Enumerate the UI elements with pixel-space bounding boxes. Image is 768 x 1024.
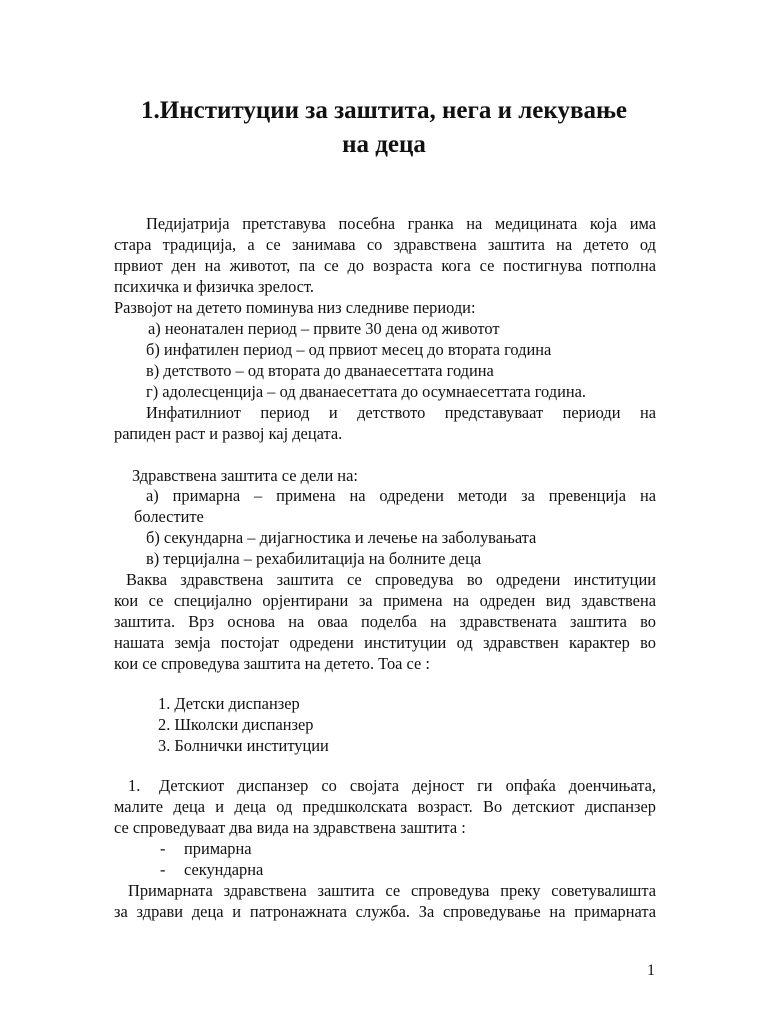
period-item-b: б) инфатилен период – од првиот месец до втората година bbox=[146, 340, 552, 359]
paragraph-5-line-3: заштита. Врз основа на оваа поделба на здравствената заштита во bbox=[114, 612, 656, 631]
paragraph-1-line-2: стара традиција, а се занимава со здравствена заштита на детето од bbox=[114, 235, 656, 254]
protection-item-v: в) терцијална – рехабилитација на болните деца bbox=[146, 549, 482, 568]
bullet-item-1: примарна bbox=[184, 839, 252, 858]
protection-item-a-line-2: болестите bbox=[134, 507, 204, 526]
period-item-a: а) неонатален период – првите 30 дена од животот bbox=[148, 319, 500, 338]
paragraph-1-line-3: првиот ден на животот, па се до возраста кога се постигнува потполна bbox=[114, 256, 656, 275]
paragraph-3-line-1: Инфатилниот период и детството представуваат периоди на bbox=[146, 403, 656, 422]
paragraph-5-line-5: кои се спроведува заштита на детето. Тоа се : bbox=[114, 654, 430, 673]
paragraph-4: Здравствена заштита се дели на: bbox=[132, 466, 358, 485]
page-title-line-2: на деца bbox=[342, 131, 426, 158]
paragraph-5-line-1: Ваква здравствена заштита се спроведува во одредени институции bbox=[126, 570, 656, 589]
institution-item-2: 2. Школски диспанзер bbox=[158, 715, 314, 734]
page-title-line-1: 1.Институции за заштита, нега и лекување bbox=[141, 97, 627, 124]
page-number: 1 bbox=[647, 962, 655, 979]
paragraph-7-line-2: за здрави деца и патронажната служба. За спроведување на примарната bbox=[114, 902, 656, 921]
bullet-item-2: секундарна bbox=[184, 860, 264, 879]
paragraph-1-line-1: Педијатрија претставува посебна гранка на медицината која има bbox=[146, 214, 656, 233]
paragraph-1-line-4: психичка и физичка зрелост. bbox=[114, 277, 314, 296]
protection-item-a-line-1: а) примарна – примена на одредени методи за превенција на bbox=[146, 486, 656, 505]
period-item-v: в) детството – од втората до дванаесеттата година bbox=[146, 361, 494, 380]
period-item-g: г) адолесценција – од дванаесеттата до осумнаесеттата година. bbox=[146, 382, 587, 401]
paragraph-3-line-2: рапиден раст и развој кај децата. bbox=[114, 424, 343, 443]
bullet-dash-2: - bbox=[160, 860, 166, 879]
institution-item-3: 3. Болнички институции bbox=[158, 736, 329, 755]
paragraph-5-line-4: нашата земја постојат одредени институции од здравствен карактер во bbox=[114, 633, 656, 652]
institution-item-1: 1. Детски диспанзер bbox=[158, 694, 300, 713]
bullet-dash-1: - bbox=[160, 839, 166, 858]
paragraph-2: Развојот на детето поминува низ следниве периоди: bbox=[114, 298, 476, 317]
paragraph-5-line-2: кои се специјално орјентирани за примена на одреден вид здавствена bbox=[114, 591, 656, 610]
paragraph-7-line-1: Примарната здравствена заштита се спроведува преку советувалишта bbox=[128, 881, 656, 900]
paragraph-6-number: 1. bbox=[128, 776, 141, 795]
protection-item-b: б) секундарна – дијагностика и лечење на заболувањата bbox=[146, 528, 537, 547]
paragraph-6-line-3: се спроведуваат два вида на здравствена заштита : bbox=[114, 818, 466, 837]
paragraph-6-line-2: малите деца и деца од предшколската возраст. Во детскиот диспанзер bbox=[114, 797, 656, 816]
paragraph-6-line-1: Детскиот диспанзер со својата дејност ги опфаќа доенчињата, bbox=[159, 776, 656, 795]
